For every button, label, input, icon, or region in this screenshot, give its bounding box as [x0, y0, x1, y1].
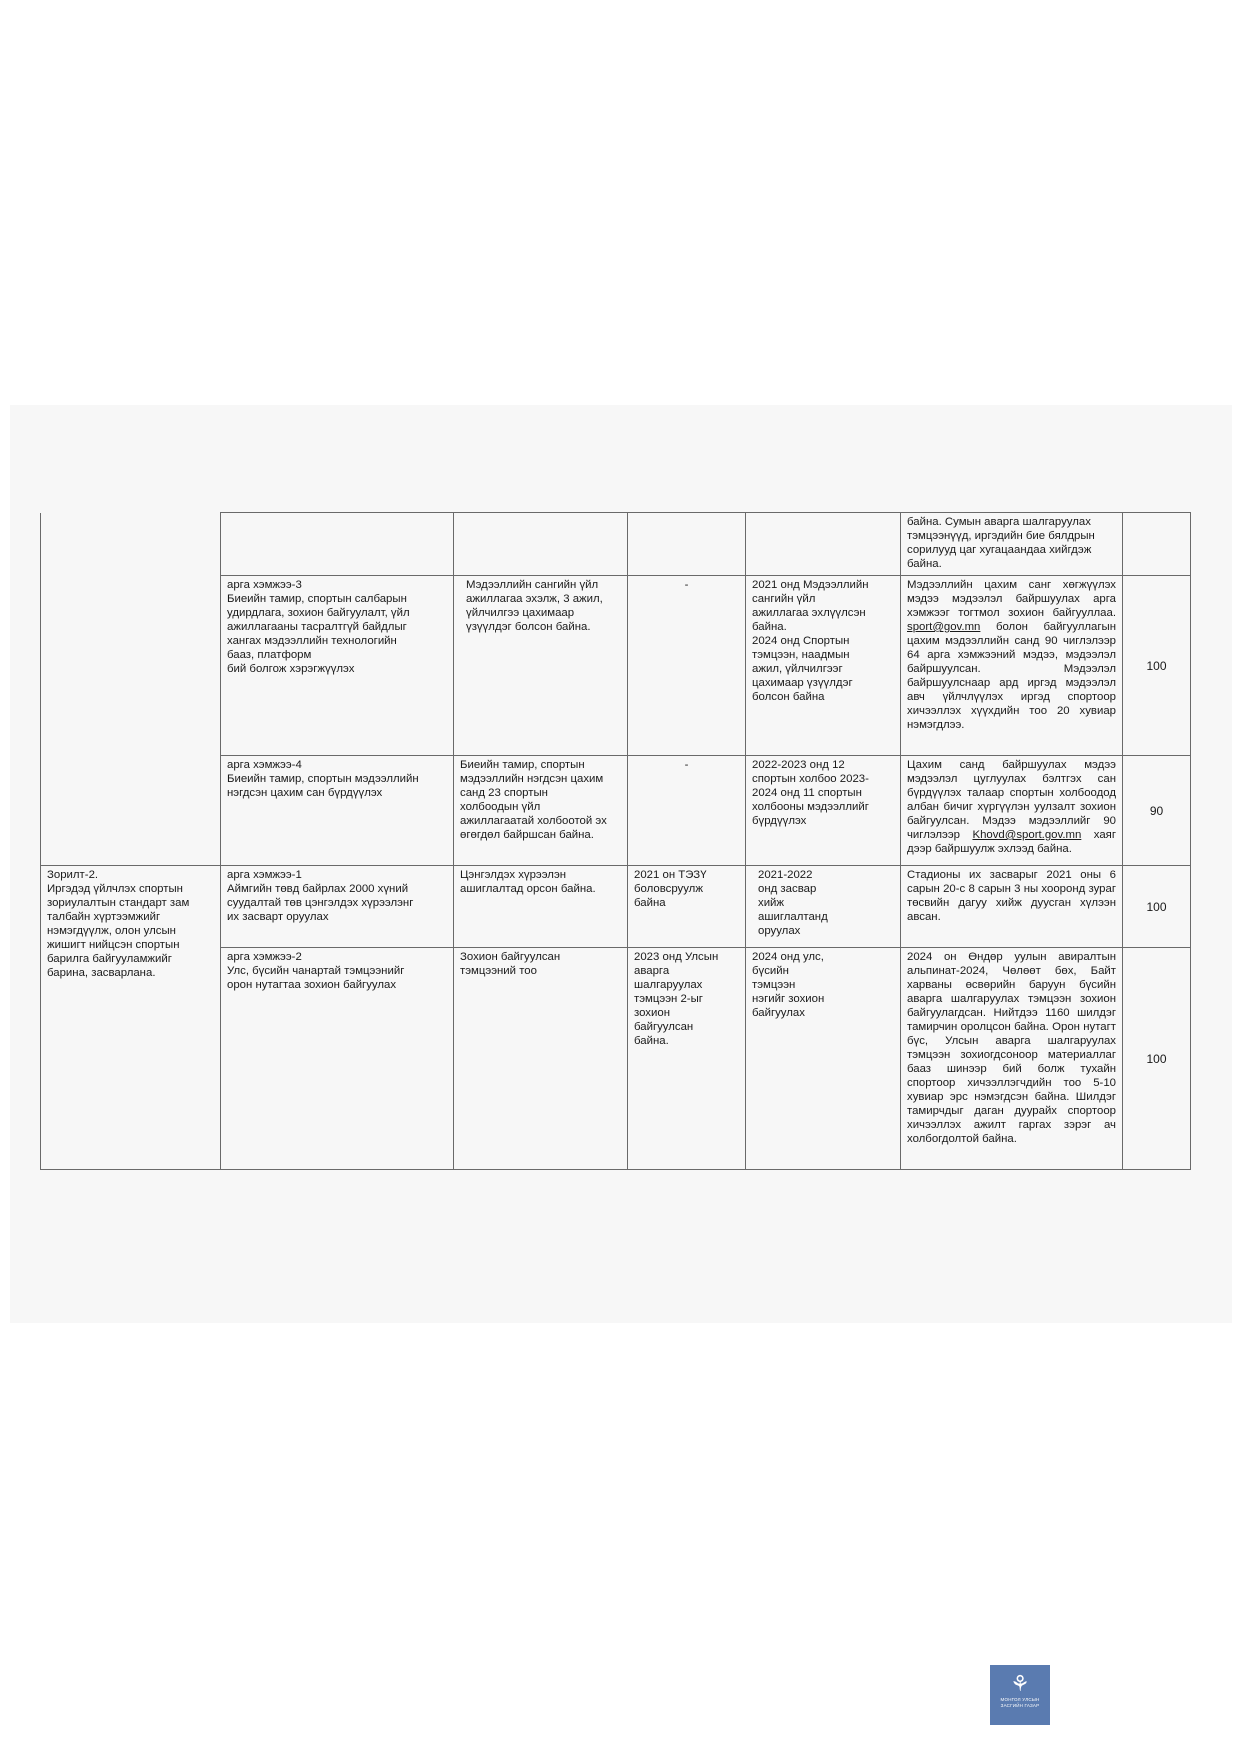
- percent-cell: 100: [1123, 576, 1191, 756]
- target-cell: 2021-2022 онд засвар хийж ашиглалтанд оруулах: [746, 866, 901, 948]
- email-link[interactable]: Khovd@sport.gov.mn: [972, 829, 1082, 841]
- measure-cell: арга хэмжээ-4 Биеийн тамир, спортын мэдээллийн нэгдсэн цахим сан бүрдүүлэх: [221, 756, 454, 866]
- result-cell: байна. Сумын аварга шалгаруулах тэмцээнүүд, иргэдийн бие бялдрын сорилууд цаг хугацаандаа хийгдэж байна.: [901, 513, 1123, 576]
- baseline-cell: 2023 онд Улсын аварга шалгаруулах тэмцээн 2-ыг зохион байгуулсан байна.: [628, 948, 746, 1170]
- table-row: [41, 866, 1191, 948]
- result-cell: Мэдээллийн цахим санг хөгжүүлэх мэдээ мэдээлэл байршуулах арга хэмжээг тогтмол зохион байгууллаа. sport@gov.mn болон байгууллагын цахим мэдээллийн санд 90 чиглэлээр 64 арга хэмжээний мэдээ, мэдээлэл байршуулсан. Мэдээлэл байршуулснаар ард иргэд мэдээлэл авч үйлчлүүлэх иргэд спортоор хичээллэх хүүхдийн тоо 20 хувиар нэмэгдлээ.: [901, 576, 1123, 756]
- indicator-cell: Зохион байгуулсан тэмцээний тоо: [454, 948, 628, 1170]
- target-cell: 2024 онд улс, бүсийн тэмцээн нэгийг зохион байгуулах: [746, 948, 901, 1170]
- percent-cell: 100: [1123, 948, 1191, 1170]
- percent-cell: 100: [1123, 866, 1191, 948]
- government-seal: ⚘ МОНГОЛ УЛСЫН ЗАСГИЙН ГАЗАР: [990, 1665, 1050, 1725]
- measure-cell: арга хэмжээ-3 Биеийн тамир, спортын салбарын удирдлага, зохион байгуулалт, үйл ажиллагааны тасралтгүй байдлыг хангах мэдээллийн технологийн бааз, платформ бий болгож хэрэгжүүлэх: [221, 576, 454, 756]
- indicator-cell: Мэдээллийн сангийн үйл ажиллагаа эхэлж, 3 ажил, үйлчилгээ цахимаар үзүүлдэг болсон байна.: [454, 576, 628, 756]
- baseline-cell: -: [628, 576, 746, 756]
- percent-cell: 90: [1123, 756, 1191, 866]
- report-table: [40, 512, 1191, 1170]
- indicator-cell: Цэнгэлдэх хүрээлэн ашиглалтад орсон байна.: [454, 866, 628, 948]
- measure-cell: арга хэмжээ-1 Аймгийн төвд байрлах 2000 хүний суудалтай төв цэнгэлдэх хүрээлэнг их засварт оруулах: [221, 866, 454, 948]
- baseline-cell: -: [628, 756, 746, 866]
- target-cell: 2021 онд Мэдээллийн сангийн үйл ажиллагаа эхлүүлсэн байна. 2024 онд Спортын тэмцээн, наадмын ажил, үйлчилгээг цахимаар үзүүлдэг болсон байна: [746, 576, 901, 756]
- measure-cell: арга хэмжээ-2 Улс, бүсийн чанартай тэмцээнийг орон нутагтаа зохион байгуулах: [221, 948, 454, 1170]
- measure-cell: [221, 513, 454, 576]
- email-link[interactable]: sport@gov.mn: [907, 621, 981, 633]
- goal-cell: Зорилт-2. Иргэдэд үйлчлэх спортын зориулалтын стандарт зам талбайн хүртээмжийг нэмэгдүүлж, олон улсын жишигт нийцсэн спортын барилга байгууламжийг барина, засварлана.: [41, 866, 221, 1170]
- table-row: [41, 513, 1191, 576]
- result-cell: Цахим санд байршуулах мэдээ мэдээлэл цуглуулах бэлтгэх сан бүрдүүлэх талаар спортын холбоодод албан бичиг хүргүүлэн уулзалт зохион байгуулсан. Мэдээ мэдээллийг 90 чиглэлээр Khovd@sport.gov.mn хаяг дээр байршуулж эхлээд байна.: [901, 756, 1123, 866]
- indicator-cell: [454, 513, 628, 576]
- baseline-cell: 2021 он ТЭЗҮ боловсруулж байна: [628, 866, 746, 948]
- result-cell: 2024 он Өндөр уулын авиралтын альпинат-2024, Чөлөөт бөх, Байт харваны өсвөрийн баруун бүсийн аварга шалгаруулах тэмцээн зохион байгуулагдсан. Нийтдээ 1160 шилдэг тамирчин оролцсон байна. Орон нутагт бүс, Улсын аварга шалгаруулах тэмцээн зохиогдсоноор материаллаг бааз шинээр бий болж тухайн спортоор хичээллэгчдийн тоо 5-10 хувиар эрс нэмэгдсэн байна. Шилдэг тамирчдыг даган дуурайх спортоор хичээллэх ажилт гаргах зэрэг ач холбогдолтой байна.: [901, 948, 1123, 1170]
- result-cell: Стадионы их засварыг 2021 оны 6 сарын 20-с 8 сарын 3 ны хооронд зураг төсвийн дагуу хийж дуусган хүлээн авсан.: [901, 866, 1123, 948]
- percent-cell: [1123, 513, 1191, 576]
- goal-cell-continued: [41, 513, 221, 866]
- soyombo-emblem-icon: ⚘: [1010, 1671, 1030, 1696]
- target-cell: [746, 513, 901, 576]
- indicator-cell: Биеийн тамир, спортын мэдээллийн нэгдсэн цахим санд 23 спортын холбоодын үйл ажиллагаатай холбоотой эх өгөгдөл байршсан байна.: [454, 756, 628, 866]
- baseline-cell: [628, 513, 746, 576]
- target-cell: 2022-2023 онд 12 спортын холбоо 2023- 2024 онд 11 спортын холбооны мэдээллийг бүрдүүлэх: [746, 756, 901, 866]
